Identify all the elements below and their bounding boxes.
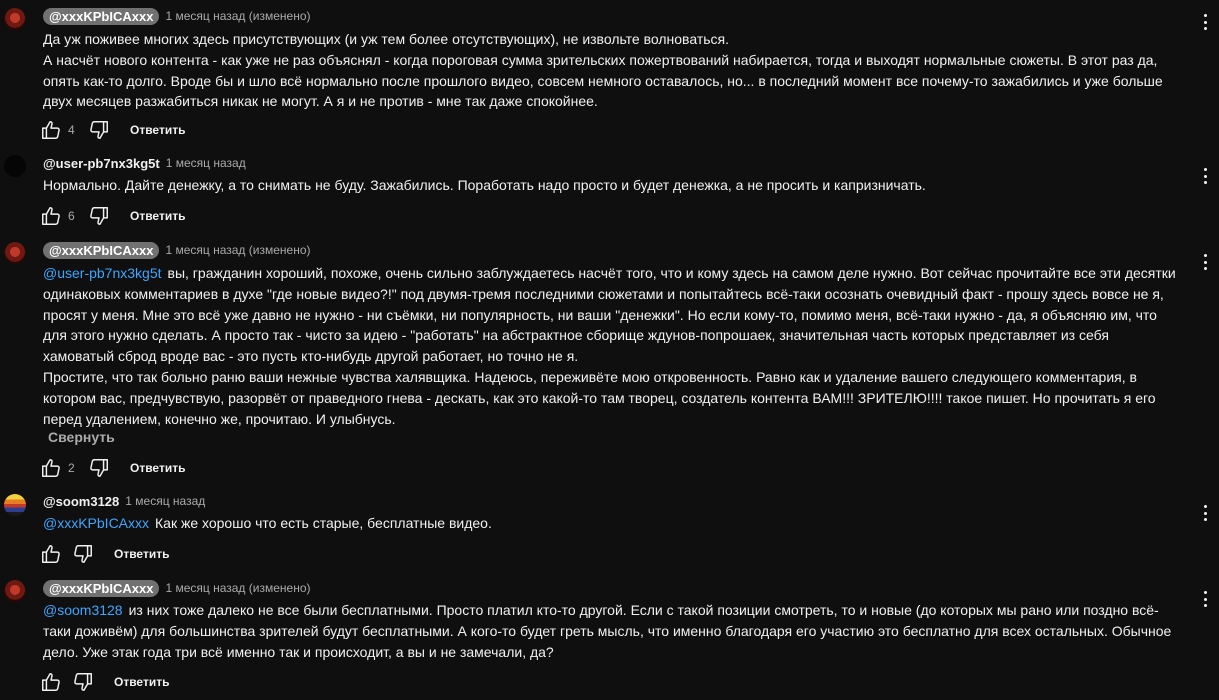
comment-text: [43, 600, 1183, 662]
comment-paragraph: [43, 600, 1183, 662]
comment-header: [43, 492, 205, 510]
dislike-icon[interactable]: [88, 119, 110, 141]
reply-button[interactable]: Ответить: [114, 675, 170, 689]
like-icon[interactable]: [40, 671, 62, 693]
comment-paragraph: Да уж поживее многих здесь присутствующих (и уж тем более отсутствующих), не извольте волноваться.: [43, 31, 729, 47]
avatar[interactable]: [4, 8, 26, 30]
reply-button[interactable]: Ответить: [114, 547, 170, 561]
comment-actions: [40, 542, 169, 566]
more-actions-icon[interactable]: [1197, 14, 1213, 30]
like-count: 4: [68, 123, 75, 137]
dislike-icon[interactable]: [72, 671, 94, 693]
author-name[interactable]: @xxxKPbICAxxx: [43, 8, 159, 25]
like-icon[interactable]: [40, 119, 62, 141]
comment-paragraph: А насчёт нового контента - как уже не раз объяснял - когда пороговая сумма зрительских пожертвований набирается, тогда и выходят нормальные сюжеты. В этот раз да, опять как-то долго. Вроде бы и шло всё нормально после прошлого видео, совсем немного оставалось, но... в последний момент все почему-то зажабились и уже больше двух месяцев разжабиться никак не могут. А я и не против - мне так даже спокойнее.: [43, 51, 1163, 110]
comment-time[interactable]: 1 месяц назад: [125, 494, 206, 508]
comment-time[interactable]: 1 месяц назад (изменено): [165, 243, 311, 257]
like-count: 2: [68, 461, 75, 475]
comment-actions: [40, 456, 185, 480]
comment-text: [43, 513, 1183, 534]
mention-link[interactable]: @xxxKPbICAxxx: [43, 515, 150, 531]
mention-link[interactable]: @user-pb7nx3kg5t: [43, 265, 162, 281]
like-count: 6: [68, 209, 75, 223]
comment-paragraph: Нормально. Дайте денежку, а то снимать не буду. Зажабились. Поработать надо просто и будет денежка, а не просить и капризничать.: [43, 177, 926, 193]
comment-time[interactable]: 1 месяц назад (изменено): [165, 581, 311, 595]
comment-header: [43, 241, 311, 259]
comment-time[interactable]: 1 месяц назад: [165, 156, 246, 170]
comment-text: [43, 175, 1183, 196]
dislike-icon[interactable]: [88, 205, 110, 227]
comment-paragraph: [43, 263, 1183, 367]
more-actions-icon[interactable]: [1197, 168, 1213, 184]
comment-actions: [40, 204, 185, 228]
author-name[interactable]: @soom3128: [43, 493, 120, 509]
collapse-button[interactable]: Свернуть: [48, 429, 115, 445]
comment-paragraph-text: из них тоже далеко не все были бесплатными. Просто платил кто-то другой. Если с такой позиции смотреть, то и новые (до которых мы рано или поздно всё-таки доживём) для большинства зрителей будут бесплатными. А кого-то будет греть мысль, что именно благодаря его участию это бесплатно для всех остальных. Обычное дело. Уже этак года три всё именно так и происходит, а вы и не замечали, да?: [43, 602, 1172, 660]
dislike-icon[interactable]: [72, 543, 94, 565]
like-icon[interactable]: [40, 543, 62, 565]
author-name[interactable]: @xxxKPbICAxxx: [43, 580, 159, 597]
comment-header: [43, 579, 311, 597]
comment-actions: [40, 670, 169, 694]
avatar[interactable]: [4, 494, 26, 516]
like-icon[interactable]: [40, 457, 62, 479]
comment-actions: [40, 118, 185, 142]
comment-time[interactable]: 1 месяц назад (изменено): [165, 9, 311, 23]
more-actions-icon[interactable]: [1197, 254, 1213, 270]
author-name[interactable]: @user-pb7nx3kg5t: [43, 155, 160, 171]
comment-header: [43, 154, 246, 172]
avatar[interactable]: [4, 242, 26, 264]
comment-text: [43, 29, 1183, 112]
author-name[interactable]: @xxxKPbICAxxx: [43, 242, 159, 259]
more-actions-icon[interactable]: [1197, 591, 1213, 607]
reply-button[interactable]: Ответить: [130, 123, 186, 137]
like-icon[interactable]: [40, 205, 62, 227]
comment-text: [43, 263, 1183, 429]
more-actions-icon[interactable]: [1197, 505, 1213, 521]
comment-paragraph: [43, 513, 1183, 534]
mention-link[interactable]: @soom3128: [43, 602, 123, 618]
reply-button[interactable]: Ответить: [130, 461, 186, 475]
dislike-icon[interactable]: [88, 457, 110, 479]
comment-paragraph: Простите, что так больно раню ваши нежные чувства халявщика. Надеюсь, переживёте мою откровенность. Равно как и удаление вашего следующего комментария, в котором вас, предчувствую, разорвёт от праведного гнева - дескать, как это какой-то там творец, создатель контента ВАМ!!! ЗРИТЕЛЮ!!!! такое пишет. Но прочитать я его перед удалением, конечно же, прочитаю. И улыбнусь.: [43, 368, 1156, 427]
avatar[interactable]: [4, 580, 26, 602]
comment-header: [43, 7, 311, 25]
reply-button[interactable]: Ответить: [130, 209, 186, 223]
comment-paragraph-text: вы, гражданин хороший, похоже, очень сильно заблуждаетесь насчёт того, что и кому здесь на самом деле нужно. Вот сейчас прочитайте все эти десятки одинаковых комментариев в духе "где новые видео?!" под двумя-тремя последними сюжетами и попытайтесь всё-таки осознать очевидный факт - прошу здесь вовсе не я, просят у меня. Мне это всё уже давно не нужно - ни съёмки, ни популярность, ни ваши "денежки". Но если кому-то, помимо меня, всё-таки нужно - да, я объясняю им, что для этого нужно сделать. А просто так - чисто за идею - "работать" на абстрактное сборище ждунов-попрошаек, значительная часть которых представляет из себя хамоватый сброд вроде вас - это пусть кто-нибудь другой работает, но точно не я.: [43, 265, 1176, 365]
avatar[interactable]: [4, 155, 26, 177]
comment-paragraph-text: Как же хорошо что есть старые, бесплатные видео.: [155, 515, 492, 531]
